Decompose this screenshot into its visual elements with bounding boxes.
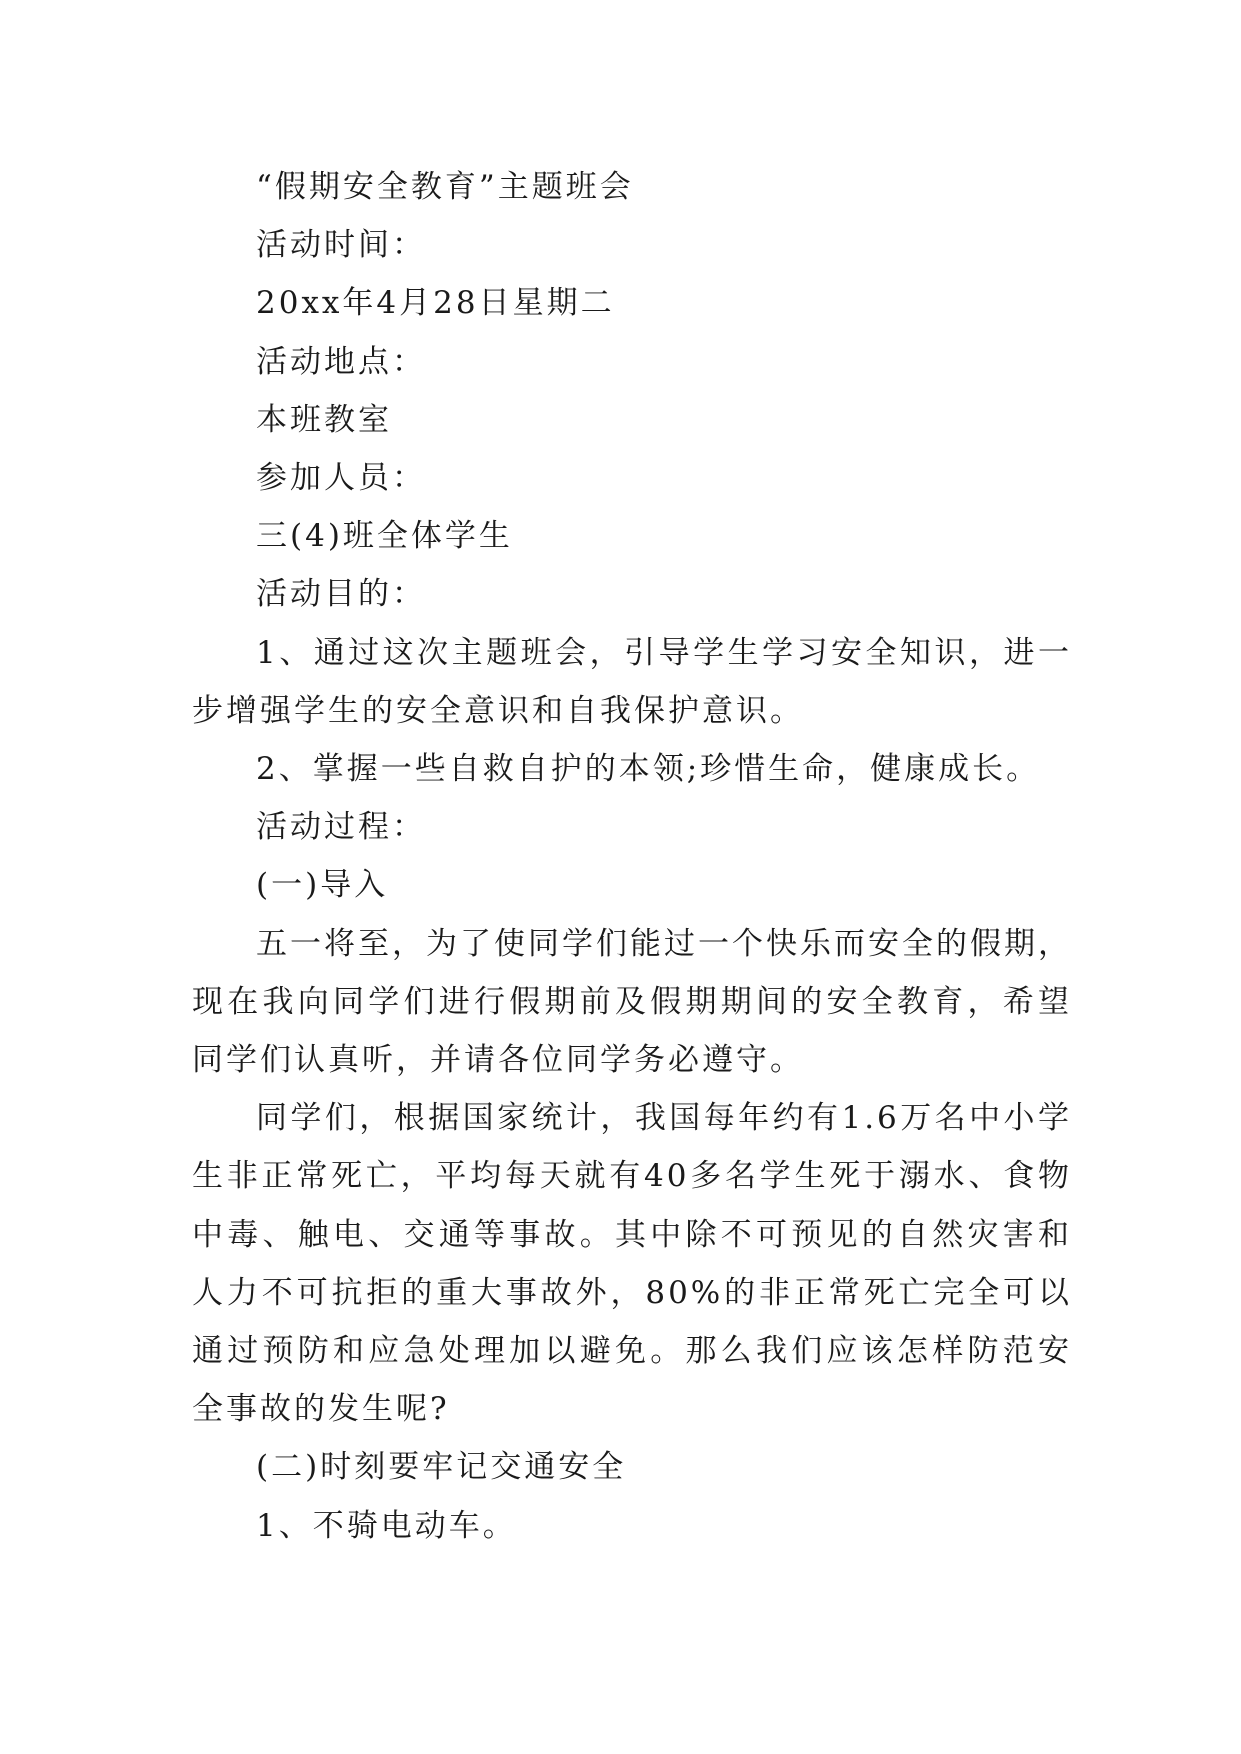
- traffic-rule-1: 1、不骑电动车。: [256, 1507, 517, 1544]
- purpose-item-2: 2、掌握一些自救自护的本领;珍惜生命，健康成长。: [256, 751, 1041, 788]
- purpose-item-1: 1、通过这次主题班会，引导学生学习安全知识，进一步增强学生的安全意识和自我保护意识。: [192, 634, 1072, 729]
- label-participants: 参加人员：: [256, 460, 426, 497]
- section-heading-intro: (一)导入: [256, 867, 389, 904]
- label-activity-purpose: 活动目的：: [256, 576, 426, 613]
- document-body: [192, 158, 1072, 1555]
- section-heading-traffic-safety: (二)时刻要牢记交通安全: [256, 1449, 627, 1486]
- value-activity-place: 本班教室: [256, 401, 392, 438]
- label-activity-time: 活动时间：: [256, 227, 426, 264]
- label-activity-process: 活动过程：: [256, 809, 426, 846]
- intro-paragraph: 五一将至，为了使同学们能过一个快乐而安全的假期，现在我向同学们进行假期前及假期期间的安全教育，希望同学们认真听，并请各位同学务必遵守。: [192, 925, 1072, 1079]
- statistics-paragraph: 同学们，根据国家统计，我国每年约有1.6万名中小学生非正常死亡，平均每天就有40多名学生死于溺水、食物中毒、触电、交通等事故。其中除不可预见的自然灾害和人力不可抗拒的重大事故外，80%的非正常死亡完全可以通过预防和应急处理加以避免。那么我们应该怎样防范安全事故的发生呢?: [192, 1100, 1072, 1428]
- value-activity-time: 20xx年4月28日星期二: [256, 285, 615, 322]
- value-participants: 三(4)班全体学生: [256, 518, 513, 555]
- label-activity-place: 活动地点：: [256, 343, 426, 380]
- document-title: “假期安全教育”主题班会: [256, 169, 634, 205]
